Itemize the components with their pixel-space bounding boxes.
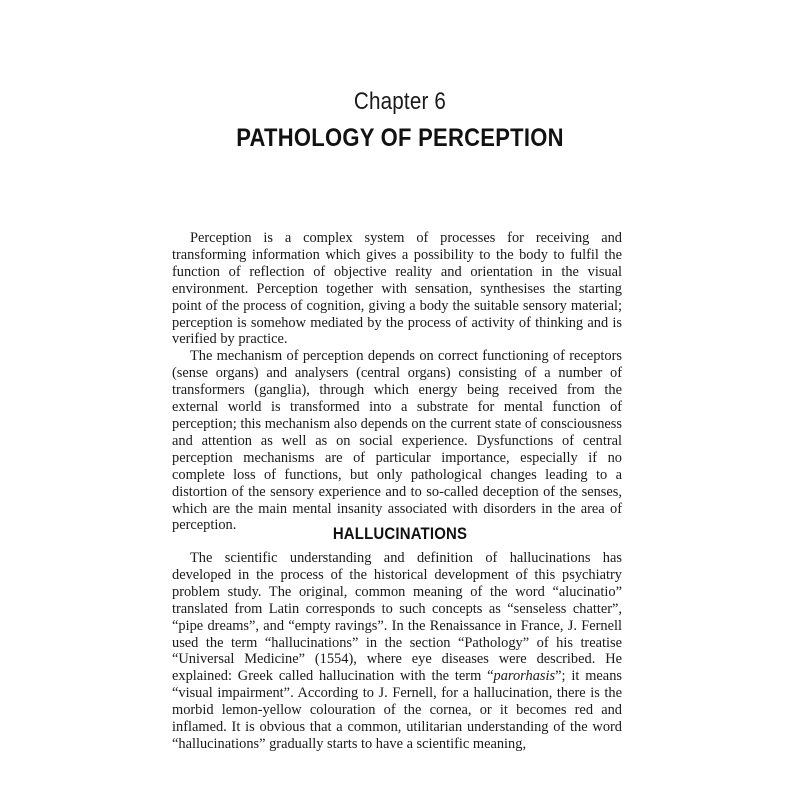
intro-paragraph-2: The mechanism of perception depends on correct functioning of receptors (sense organs) and analysers (central organs) consisting of a number of transformers (ganglia), through which energy being received from the external world is transformed into a substrate for mental function of perception; this mechanism also depends on the current state of consciousness and attention as well as on social experience. Dysfunctions of central perception mechanisms are of particular importance, especially if no complete loss of functions, but only pathological changes leading to a distortion of the sensory experience and to so-called deception of the senses, which are the main mental insanity associated with disorders in the area of perception. bbox=[172, 348, 622, 534]
paragraph-text-start: The scientific understanding and definition of hallucinations has developed in the process of the historical development of this psychiatry problem study. The original, common meaning of the word “alucinatio” translated from Latin corresponds to such concepts as “senseless chatter”, “pipe dreams”, and “empty ravings”. In the Renaissance in France, J. Fernell used the term “hallucinations” in the section “Pathology” of his treatise “Universal Medicine” (1554), where eye diseases were described. He explained: Greek called hallucination with the term “ bbox=[172, 550, 622, 685]
section-heading-hallucinations: HALLUCINATIONS bbox=[332, 524, 468, 543]
intro-paragraph-1: Perception is a complex system of processes for receiving and transforming information which gives a possibility to the body to fulfil the function of reflection of objective reality and orientation in the visual environment. Perception together with sensation, synthesises the starting point of the process of cognition, giving a body the suitable sensory material; perception is somehow mediated by the process of activity of thinking and is verified by practice. bbox=[172, 230, 622, 348]
chapter-label: Chapter 6 bbox=[353, 88, 447, 115]
section-text bbox=[172, 550, 622, 753]
section-paragraph-1 bbox=[172, 550, 622, 753]
paragraph-text-end: ”; it means “visual impairment”. According to J. Fernell, for a hallucination, there is the morbid lemon-yellow colouration of the cornea, or it becomes red and inflamed. It is obvious that a common, utilitarian understanding of the word “hallucinations” gradually starts to have a scientific meaning, bbox=[172, 668, 622, 752]
italic-term: parorhasis bbox=[493, 668, 556, 685]
intro-text bbox=[172, 230, 622, 534]
chapter-title: PATHOLOGY OF PERCEPTION bbox=[236, 124, 564, 152]
